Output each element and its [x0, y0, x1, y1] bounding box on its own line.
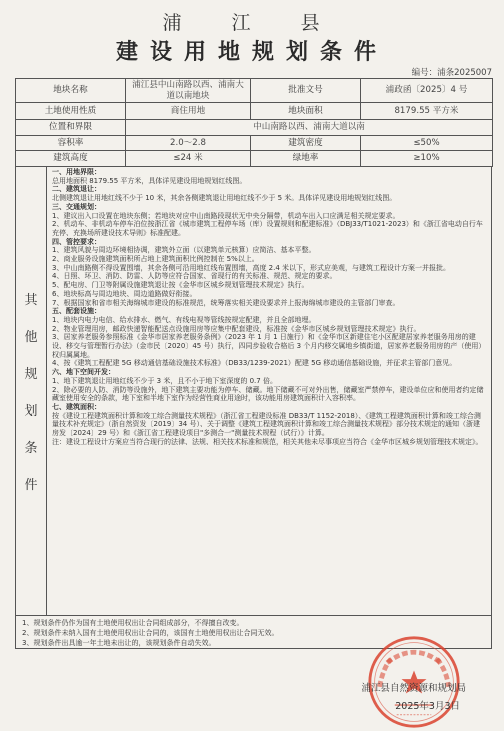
conditions-text: [52, 168, 485, 613]
document-number: 编号：浦条2025007: [411, 68, 492, 78]
plot-name-value: 浦江县中山南路以西、浦南大道以南地块: [126, 79, 251, 103]
condition-heading: 二、建筑退让：: [52, 185, 101, 194]
side-label-char: 件: [24, 477, 38, 493]
basic-info-table: [15, 78, 493, 167]
condition-item: 1、建筑风貌与周边环境相协调，建筑外立面（以建筑单元核算）应简洁、基本平整。: [52, 246, 316, 255]
note-item: 1、规划条件仍作为国有土地使用权出让合同组成部分，不得擅自改变。: [22, 619, 244, 627]
condition-heading: 四、管控要求：: [52, 237, 101, 246]
side-label-char: 规: [24, 366, 38, 382]
side-label-char: 其: [24, 292, 38, 308]
condition-item: 3、居家养老服务参照标准《金华市居家养老服务条例》（2023 年 1 月 1 日施行）和《金华市区新建住宅小区配建居家养老服务用房的建设、移交与管理暂行办法》（金市民〔2020〕45 号）执行，四同步验收合格后 3 个月内移交属地乡镇街道，居家养老服务用房的产（使用）权归属属地。: [52, 333, 482, 359]
far-label: 容积率: [16, 136, 126, 151]
note-item: 3、规划条件出具逾一年土地未出让的，该规划条件自动失效。: [22, 639, 216, 647]
green-ratio-label: 绿地率: [251, 151, 361, 167]
side-label-char: 他: [24, 329, 38, 345]
land-use-value: 商住用地: [126, 103, 251, 120]
condition-item: 2、物业管理用房，邮政快递智能配送点设施用房等应集中配套建设，标准按《金华市区城乡规划管理技术规定》执行。: [52, 324, 421, 333]
condition-item: 按《建设工程建筑面积计算和竣工综合测量技术规程》（浙江省工程建设标准 DB33/T 1152-2018）、《建筑工程建筑面积计算和竣工综合测量技术补充规定》（浙自然资发〔2019〕34 号）、关于调整《建筑工程建筑面积计算和竣工综合测量技术规程》部分技术规定的通知（浙建房发〔2024〕29 号）和《浙江省工程建设项目"多测合一"测量技术规程（试行）》计算。: [52, 411, 481, 438]
condition-item: 3、中山南路侧不得设置围墙，其余各侧可沿用地红线布置围墙，高度 2.4 米以下，形式应美观，与建筑工程设计方案一并报批。: [52, 263, 451, 272]
condition-item: 北侧建筑退让用地红线不少于 10 米，其余各侧建筑退让用地红线不少于 5 米。具体详见建设用地规划红线图。: [52, 194, 397, 203]
side-label-char: 条: [24, 440, 38, 456]
condition-heading: 五、配套设施：: [52, 307, 101, 316]
condition-item: 总用地面积 8179.55 平方米，具体详见建设用地规划红线图。: [52, 176, 247, 185]
density-value: ≤50%: [361, 136, 493, 151]
height-value: ≤24 米: [126, 151, 251, 167]
plot-name-label: 地块名称: [16, 79, 126, 103]
condition-item: 5、配电房、门卫等附属设施建筑退让按《金华市区城乡规划管理技术规定》执行。: [52, 281, 309, 290]
condition-item: 1、地下建筑退让用地红线不少于 3 米，且不小于地下室深度的 0.7 倍。: [52, 376, 277, 385]
location-value: 中山南路以西、浦南大道以南: [126, 120, 493, 136]
other-conditions-section: [15, 166, 492, 616]
document-title: 建设用地规划条件: [115, 39, 388, 65]
location-label: 位置和界限: [16, 120, 126, 136]
condition-item: 2、机动车、非机动车停车泊位按浙江省《城市建筑工程停车场（库）设置规则和配建标准》（DBJ33/T1021-2023）和《浙江省电动自行车充停、充换场所建设技术导则》标准配建。: [52, 220, 483, 237]
condition-heading: 七、建筑面积：: [52, 402, 101, 411]
issuing-authority: 浦江县自然资源和规划局: [361, 683, 466, 694]
area-label: 地块面积: [251, 103, 361, 120]
area-value: 8179.55 平方米: [361, 103, 493, 120]
density-label: 建筑密度: [251, 136, 361, 151]
condition-item: 2、商业服务设施建筑面积所占地上建筑面积比例控制在 5%以上。: [52, 255, 259, 264]
approval-label: 批准文号: [251, 79, 361, 103]
condition-item: 1、地块内电力电信、给水排水、燃气、有线电视等管线按规定配建，并且全部地埋。: [52, 315, 316, 324]
condition-item: 2、除必要的人防、消防等设施外，地下建筑主要功能为停车、储藏。地下储藏不可对外出售，储藏室严禁停车，建设单位应和使用者约定储藏室使用安全的条款，地下室和半地下室作为经营性商业用途时，该功能用房建筑面积计入容积率。: [52, 385, 484, 403]
condition-heading: 三、交通规划：: [52, 202, 101, 211]
county-title: 浦 江 县: [162, 12, 342, 34]
condition-item: 注：建设工程设计方案应当符合现行的法律、法规、相关技术标准和规范，相关其他未尽事项应当符合《金华市区城乡规划管理技术规定》。: [52, 437, 483, 446]
side-label-char: 划: [24, 403, 38, 419]
condition-item: 4、日照、环卫、消防、防雷、人防等应符合国家、省现行的有关标准、规范、规定的要求。: [52, 272, 337, 281]
condition-heading: 一、用地界限：: [52, 168, 101, 176]
height-label: 建筑高度: [16, 151, 126, 167]
note-item: 2、规划条件未纳入国有土地使用权出让合同的，该国有土地使用权出让合同无效。: [22, 629, 279, 637]
far-value: 2.0～2.8: [126, 136, 251, 151]
other-conditions-side-label: [16, 166, 47, 615]
condition-item: 4、按《建筑工程配建 5G 移动通信基础设施技术标准》（DB33/1239-2021）配建 5G 移动通信基础设施，并征求主管部门意见。: [52, 359, 457, 368]
green-ratio-value: ≥10%: [361, 151, 493, 167]
condition-item: 1、建议出入口设置在地块东侧；若地块对应中山南路段现状无中央分隔带，机动车出入口应满足相关规定要求。: [52, 211, 400, 220]
issue-date: 2025年3月3日: [395, 701, 460, 712]
condition-item: 6、地块标高与周边地块、周边道路做好衔接。: [52, 289, 197, 298]
approval-value: 浦政函〔2025〕4 号: [361, 79, 493, 103]
condition-heading: 六、地下空间开发：: [52, 368, 115, 377]
condition-item: 7、根据国家和省市相关海绵城市建设的标准规范，统筹落实相关建设要求并上报海绵城市建设的主管部门审查。: [52, 298, 400, 307]
land-use-label: 土地使用性质: [16, 103, 126, 120]
